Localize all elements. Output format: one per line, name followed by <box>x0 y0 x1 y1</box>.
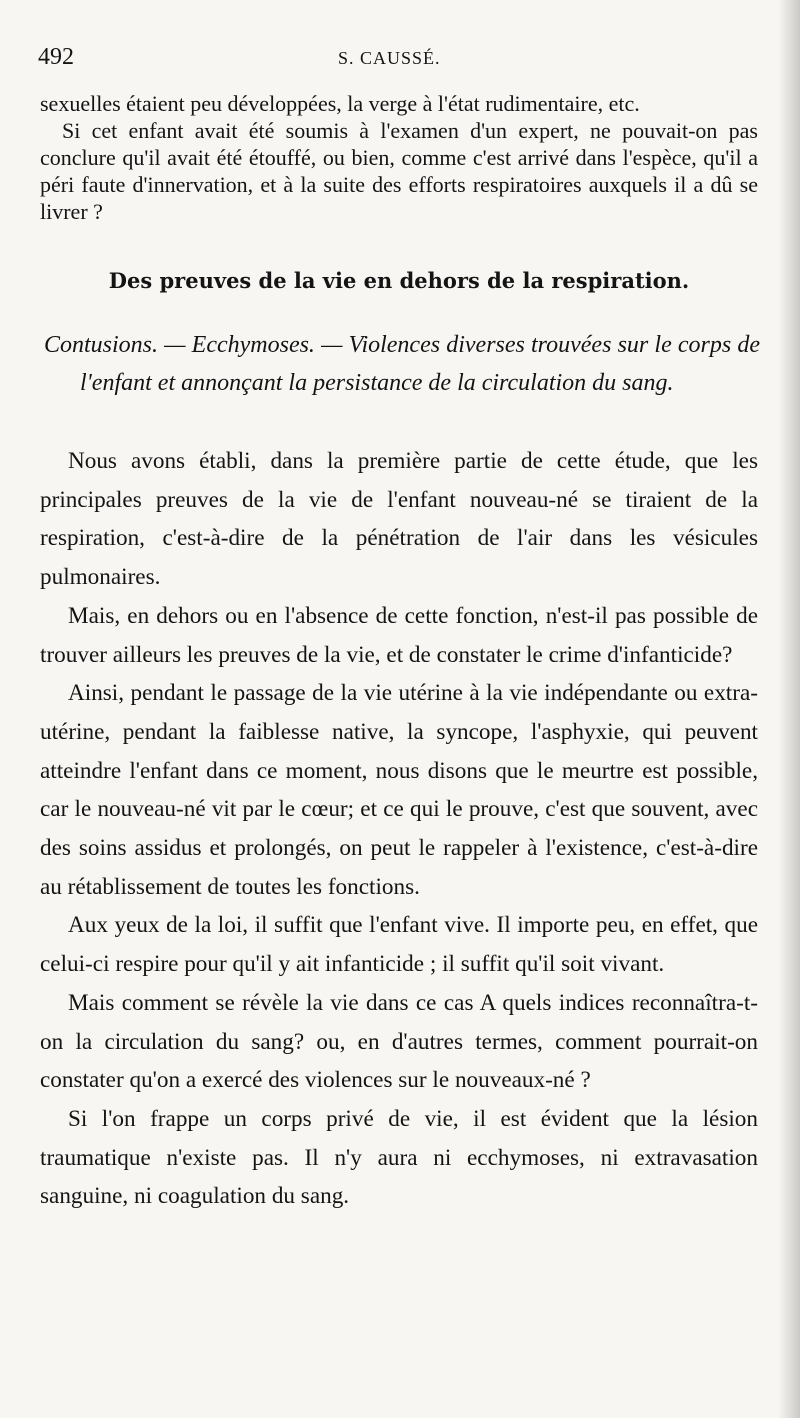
section-title: Des preuves de la vie en dehors de la respiration. <box>108 268 690 293</box>
intro-paragraph-2: Si cet enfant avait été soumis à l'examen d'un expert, ne pouvait-on pas conclure qu'il avait été étouffé, ou bien, comme c'est arrivé dans l'espèce, qu'il a péri faute d'innervation, et à la suite des efforts respiratoires auxquels il a dû se livrer ? <box>40 118 758 224</box>
body-paragraph-1: Nous avons établi, dans la première partie de cette étude, que les principales preuves de la vie de l'enfant nouveau-né se tiraient de la respiration, c'est-à-dire de la pénétration de l'air dans les vésicules pulmonaires. <box>40 448 758 591</box>
intro-text <box>40 90 758 225</box>
body-text <box>40 442 758 1216</box>
body-paragraph-5: Mais comment se révèle la vie dans ce cas A quels indices reconnaîtra-t-on la circulation du sang? ou, en d'autres termes, comment pourrait-on constater qu'on a exercé des violences sur le nouveaux-né ? <box>40 989 758 1094</box>
page-binding-shadow <box>778 0 800 1418</box>
body-paragraph-3: Ainsi, pendant le passage de la vie utérine à la vie indépendante ou extra-utérine, pendant la faiblesse native, la syncope, l'asphyxie, qui peuvent atteindre l'enfant dans ce moment, nous disons que le meurtre est possible, car le nouveau-né vit par le cœur; et ce qui le prouve, c'est que souvent, avec des soins assidus et prolongés, on peut le rappeler à l'existence, c'est-à-dire au rétablissement de toutes les fonctions. <box>40 680 758 900</box>
page-header <box>38 40 760 80</box>
body-paragraph-2: Mais, en dehors ou en l'absence de cette fonction, n'est-il pas possible de trouver ailleurs les preuves de la vie, et de constater le crime d'infanticide? <box>40 602 758 668</box>
page-number: 492 <box>38 44 74 70</box>
section-subtitle: Contusions. — Ecchymoses. — Violences diverses trouvées sur le corps de l'enfant et annonçant la persistance de la circulation du sang. <box>44 332 760 396</box>
intro-paragraph-1: sexuelles étaient peu développées, la verge à l'état rudimentaire, etc. <box>40 91 640 116</box>
body-paragraph-4: Aux yeux de la loi, il suffit que l'enfant vive. Il importe peu, en effet, que celui-ci respire pour qu'il y ait infanticide ; il suffit qu'il soit vivant. <box>40 912 758 978</box>
running-head: S. CAUSSÉ. <box>338 48 441 68</box>
body-paragraph-6: Si l'on frappe un corps privé de vie, il est évident que la lésion traumatique n'existe pas. Il n'y aura ni ecchymoses, ni extravasation sanguine, ni coagulation du sang. <box>40 1105 758 1210</box>
